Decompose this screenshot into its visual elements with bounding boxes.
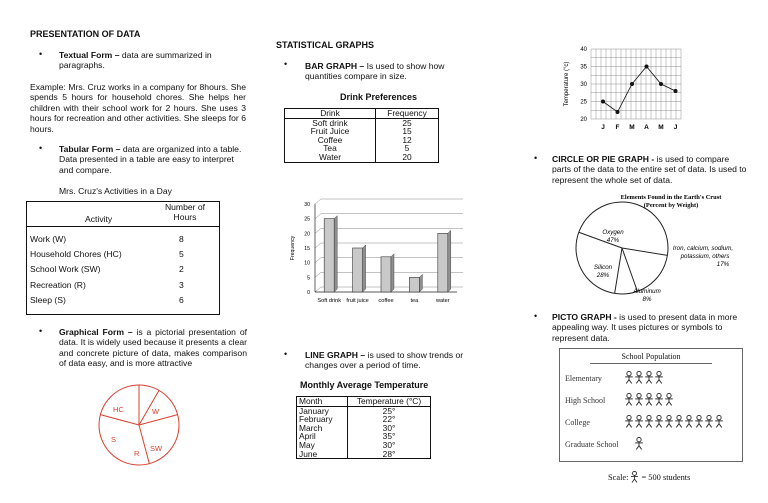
bullet-dot: • (534, 153, 538, 163)
person-icon (634, 415, 644, 428)
gridline-depth (315, 243, 321, 248)
crust-slice-edge-silicon (615, 248, 622, 293)
temperature-line-chart (559, 40, 687, 140)
gridline-depth (315, 199, 321, 204)
pictograph-icons (624, 415, 724, 428)
person-icon (634, 371, 644, 384)
person-icon (694, 415, 704, 428)
x-tick-label: fruit juice (346, 298, 369, 304)
pictograph-icons (624, 371, 664, 384)
crust-label-iron: Iron, calcium, sodium, (672, 245, 734, 252)
picto-graph-desc: is used to present data in more appealing way. It uses pictures or symbols to represent data. (552, 312, 738, 343)
school-population-pictograph (559, 348, 743, 462)
month-cell: February (297, 415, 348, 424)
bullet-dot: • (534, 311, 538, 321)
y-axis-label: Temperature (°c) (564, 61, 570, 107)
bar-soft-drink (324, 219, 334, 292)
tabular-form-label: Tabular Form – (59, 144, 121, 154)
y-tick-label: 20 (580, 117, 587, 123)
person-icon (654, 371, 664, 384)
temperature-table-body (297, 406, 431, 459)
crust-label-silicon: Silicon (593, 264, 613, 271)
crust-label-aluminum: Aluminum (633, 288, 661, 295)
table-row-activity: Sleep (S) (30, 294, 66, 305)
bar-graph-desc: Is used to show how quantities compare in size. (305, 61, 445, 82)
data-point (601, 100, 605, 104)
bullet-dot: • (284, 349, 288, 359)
pie-label-sw: SW (150, 444, 163, 453)
x-tick-label: Soft drink (317, 298, 342, 304)
textual-form-label: Textual Form – (59, 50, 120, 60)
line-graph-desc: is used to show trends or changes over a period of time. (305, 350, 464, 371)
month-cell: March (297, 424, 348, 433)
x-tick-label: coffee (378, 298, 394, 304)
person-icon (644, 415, 654, 428)
frequency-header: Frequency (387, 108, 427, 118)
table-row-hours: 5 (179, 249, 184, 260)
pie-slice-edge-r (139, 415, 178, 425)
crust-label-iron-2: potassium, others (680, 253, 730, 260)
table-row-hours: 8 (179, 234, 184, 244)
table-row-activity: School Work (SW) (30, 264, 101, 275)
x-tick-label: M (629, 124, 635, 131)
table-row (297, 450, 431, 459)
pie-slice-edge-s (139, 425, 149, 464)
person-icon (624, 371, 634, 384)
crust-chart-subtitle: (Percent by Weight) (643, 202, 699, 209)
data-point (659, 82, 663, 86)
activities-table-title: Mrs. Cruz's Activities in a Day (59, 186, 172, 196)
data-point (645, 65, 649, 69)
frequency-cell: 5 (404, 143, 410, 154)
gridline-depth (315, 272, 321, 277)
bar-graph-item (305, 61, 475, 82)
drink-bar-chart (287, 197, 472, 312)
crust-slice-edge-aluminum (622, 248, 637, 291)
x-tick-label: F (615, 124, 620, 131)
gridline-depth (315, 287, 321, 292)
bar-side-coffee (391, 254, 394, 292)
x-tick-label: tea (410, 298, 419, 304)
y-axis-label: Frequency (290, 235, 296, 261)
crust-pct-aluminum: 8% (642, 296, 652, 302)
table-row (297, 432, 431, 441)
bullet-dot: • (39, 326, 43, 336)
scale-value: = 500 students (641, 472, 691, 482)
bar-side-fruit-juice (363, 245, 366, 292)
earth-crust-pie-chart (563, 190, 753, 302)
person-icon (624, 415, 634, 428)
month-cell: January (297, 406, 348, 415)
y-tick-label: 10 (304, 260, 310, 267)
pictograph-row-label: High School (565, 396, 606, 405)
drink-cell: Water (285, 153, 376, 162)
person-icon (634, 393, 644, 406)
person-icon (644, 393, 654, 406)
frequency-cell: 20 (402, 151, 412, 162)
bar-side-water (448, 230, 451, 292)
table-row (297, 424, 431, 433)
y-tick-label: 15 (304, 246, 310, 252)
gridline-depth (315, 228, 321, 233)
month-cell: June (297, 450, 348, 459)
person-icon (654, 415, 664, 428)
y-tick-label: 25 (304, 216, 310, 223)
temperature-header: Temperature (°C) (356, 396, 422, 406)
crust-pie-slices (576, 202, 668, 294)
activities-table (26, 201, 220, 315)
table-row (285, 127, 439, 136)
line-graph-label: LINE GRAPH – (305, 350, 366, 360)
x-tick-label: water (435, 298, 450, 304)
drink-cell: Coffee (285, 136, 376, 145)
person-icon (674, 415, 684, 428)
person-icon (714, 415, 724, 428)
pie-slice-edge-w (100, 415, 139, 425)
temperature-cell: 22° (382, 414, 396, 425)
month-header: Month (297, 397, 348, 407)
drink-cell: Tea (285, 144, 376, 153)
crust-label-oxygen: Oxygen (602, 229, 624, 236)
table-row (285, 153, 439, 162)
circle-graph-item (552, 154, 750, 185)
x-tick-label: J (601, 124, 605, 131)
person-icon (654, 393, 664, 406)
gridline-depth (315, 214, 321, 219)
person-icon (644, 371, 654, 384)
temperature-cell: 25° (382, 405, 396, 416)
picto-graph-label: PICTO GRAPH - (552, 312, 617, 322)
crust-pct-iron: 17% (716, 261, 730, 268)
y-tick-label: 35 (580, 64, 587, 71)
table-row-activity: Household Chores (HC) (30, 249, 122, 260)
pictograph-title: School Population (621, 352, 681, 361)
x-tick-label: J (673, 124, 678, 131)
graphical-form-desc: is a pictorial presentation of data. It is widely used because it presents a clear and concrete picture of data, makes comparison of data easy, and is more attractive (59, 327, 247, 369)
line-graph-item (305, 350, 477, 371)
bar-graph-label: BAR GRAPH – (305, 61, 365, 71)
drink-table-body (285, 118, 439, 162)
bar-side-soft-drink (334, 216, 337, 292)
month-cell: May (297, 441, 348, 450)
person-icon (704, 415, 714, 428)
page-title: PRESENTATION OF DATA (30, 29, 141, 39)
pie-label-hc: HC (113, 405, 124, 414)
data-point (630, 82, 634, 86)
table-row (285, 136, 439, 145)
pictograph-icons (634, 437, 644, 450)
pie-label-r: R (134, 449, 140, 458)
gridline-depth (315, 258, 321, 263)
bar-chart-content (290, 199, 463, 304)
graphical-form-item (59, 327, 247, 369)
person-icon (630, 471, 639, 483)
drink-table (284, 108, 439, 163)
temperature-cell: 28° (382, 448, 396, 459)
bar-side-tea (419, 274, 422, 292)
y-tick-label: 30 (580, 82, 587, 88)
pie-label-s: S (111, 435, 117, 444)
crust-chart-title: Elements Found in the Earth's Crust (620, 194, 722, 201)
circle-graph-label: CIRCLE OR PIE GRAPH - (552, 154, 655, 164)
crust-slice-edge-iron (622, 248, 667, 255)
drink-header: Drink (285, 109, 376, 119)
bullet-dot: • (39, 49, 43, 59)
title-underline (590, 363, 712, 364)
frequency-cell: 12 (402, 134, 412, 145)
table-header-activity: Activity (85, 214, 113, 224)
crust-pct-oxygen: 47% (606, 237, 620, 244)
pie-label-w: W (152, 407, 160, 416)
data-point (616, 110, 620, 114)
pictograph-row-label: College (565, 418, 590, 427)
frequency-cell: 15 (402, 126, 412, 137)
tabular-form-desc: data are organized into a table. Data presented in a table are easy to interpret and compare. (59, 144, 242, 175)
scale-label: Scale: (608, 472, 629, 482)
bullet-dot: • (39, 143, 43, 153)
y-tick-label: 40 (580, 47, 587, 53)
table-row-hours: 3 (179, 279, 184, 290)
x-tick-label: M (658, 124, 664, 131)
table-row (285, 118, 439, 127)
bar-fruit-juice (353, 248, 363, 292)
pictograph-scale (608, 471, 690, 483)
x-tick-label: A (644, 124, 649, 131)
y-tick-label: 0 (307, 290, 310, 296)
pictograph-icons (624, 393, 674, 406)
y-tick-label: 30 (304, 202, 310, 208)
y-tick-label: 25 (580, 99, 587, 106)
crust-pct-silicon: 28% (596, 272, 610, 279)
line-chart-content (564, 47, 681, 131)
table-divider (27, 226, 219, 227)
person-icon (624, 393, 634, 406)
frequency-cell: 25 (402, 117, 412, 128)
temperature-cell: 30° (382, 422, 396, 433)
person-icon (664, 393, 674, 406)
bullet-dot: • (284, 59, 288, 69)
bar-water (438, 233, 448, 292)
temperature-line (603, 67, 676, 113)
example-paragraph: Example: Mrs. Cruz works in a company for 8hours. She spends 5 hours for household chores. She helps her children with their school work for 2 hours. She uses 3 hours for recreation and other activities. She sleeps for 6 hours. (30, 82, 246, 134)
textual-form-desc: data are summarized in paragraphs. (59, 50, 212, 71)
textual-form-item (59, 50, 249, 71)
table-row-hours: 2 (179, 264, 184, 275)
month-cell: April (297, 432, 348, 441)
drink-cell: Soft drink (285, 118, 376, 127)
y-tick-label: 20 (304, 231, 310, 238)
temperature-cell: 35° (382, 431, 396, 442)
table-row-activity: Recreation (R) (30, 279, 86, 290)
graphical-form-label: Graphical Form – (59, 327, 133, 337)
table-row (285, 144, 439, 153)
person-icon (664, 415, 674, 428)
temperature-table-title: Monthly Average Temperature (300, 380, 429, 390)
bar-coffee (381, 257, 391, 292)
data-point (674, 89, 678, 93)
statistical-graphs-title: STATISTICAL GRAPHS (276, 40, 375, 50)
table-row-activity: Work (W) (30, 234, 67, 244)
tabular-form-item (59, 144, 244, 175)
picto-graph-item (552, 312, 742, 343)
temperature-cell: 30° (382, 439, 396, 450)
bar-tea (409, 277, 419, 292)
table-row-hours: 6 (179, 294, 184, 305)
person-icon (634, 437, 644, 450)
circle-graph-desc: is used to compare parts of the data to the entire set of data. Is used to represent the whole set of data. (552, 154, 747, 185)
table-header-hours: Number of Hours (164, 202, 206, 222)
activities-pie-chart (85, 380, 195, 470)
temperature-table (296, 396, 431, 459)
pictograph-row-label: Graduate School (565, 440, 619, 449)
drink-cell: Fruit Juice (285, 127, 376, 136)
y-tick-label: 5 (307, 275, 310, 282)
pictograph-row-label: Elementary (565, 374, 602, 383)
person-icon (684, 415, 694, 428)
drink-table-title: Drink Preferences (340, 92, 418, 102)
